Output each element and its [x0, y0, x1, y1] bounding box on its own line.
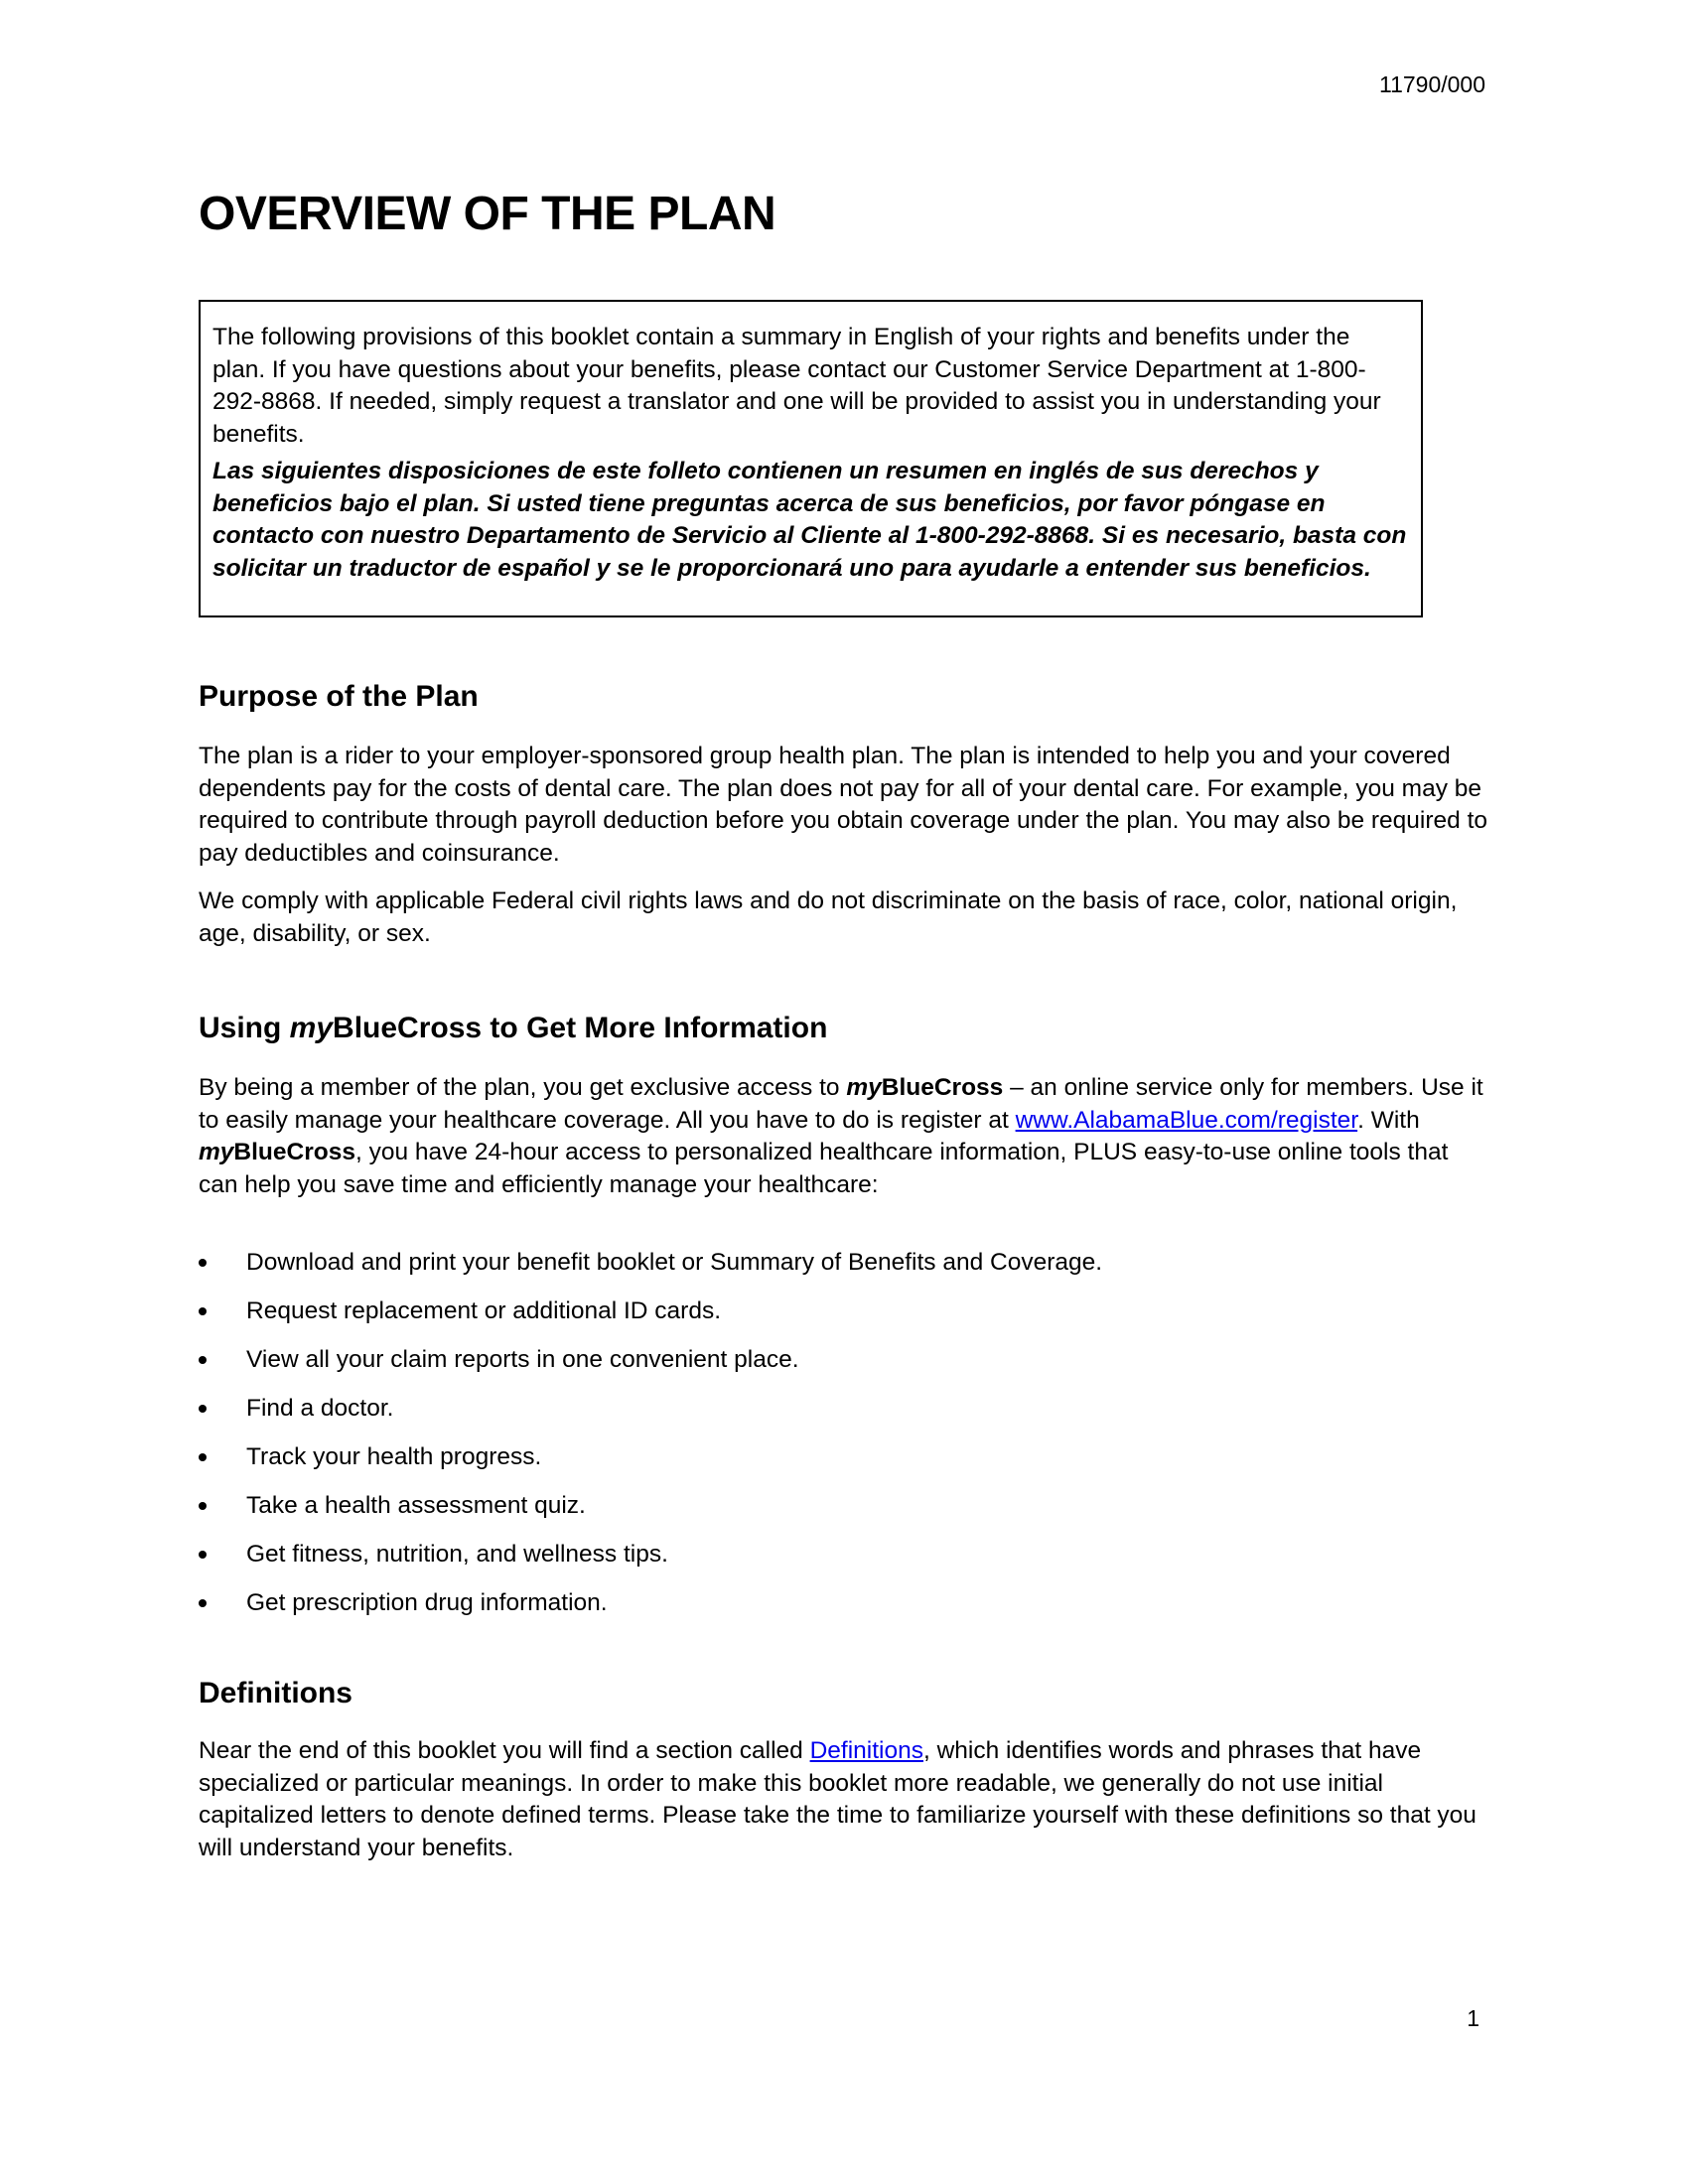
purpose-heading: Purpose of the Plan	[199, 680, 479, 713]
intro-text-1: By being a member of the plan, you get exclusive access to	[199, 1074, 847, 1101]
bullet-icon	[199, 1599, 207, 1607]
bullet-icon	[199, 1405, 207, 1413]
bullet-icon	[199, 1551, 207, 1559]
list-item	[199, 1393, 1102, 1441]
heading-brand-rest: BlueCross	[333, 1012, 483, 1044]
definitions-paragraph	[199, 1735, 1489, 1864]
language-notice-box	[199, 300, 1423, 617]
list-item-text: Get fitness, nutrition, and wellness tips.	[246, 1541, 668, 1568]
purpose-paragraph-2: We comply with applicable Federal civil rights laws and do not discriminate on the basis of race, color, national origin, age, disability, or sex.	[199, 887, 1458, 947]
list-item-text: Find a doctor.	[246, 1395, 394, 1422]
mybluecross-heading	[199, 1013, 827, 1045]
intro-text-3: . With	[1357, 1106, 1420, 1134]
definitions-text-1: Near the end of this booklet you will find a section called	[199, 1737, 810, 1764]
mybluecross-intro	[199, 1072, 1489, 1201]
list-item-text: Track your health progress.	[246, 1443, 542, 1470]
notice-spanish: Las siguientes disposiciones de este folleto contienen un resumen en inglés de sus derechos y beneficios bajo el plan. Si usted tiene preguntas acerca de sus beneficios, por favor póngase en contacto con nuestro Departamento de Servicio al Cliente al 1-800-292-8868. Si es necesario, basta con solicitar un traductor de español y se le proporcionará uno para ayudarle a entender sus beneficios.	[212, 458, 1407, 582]
definitions-link[interactable]: Definitions	[809, 1737, 923, 1764]
brand-my: my	[846, 1074, 882, 1101]
bullet-icon	[199, 1356, 207, 1364]
intro-text-2: – an online service only for members. Use it to easily manage your healthcare coverage. All you have to do is register at	[199, 1074, 1483, 1134]
bullet-icon	[199, 1259, 207, 1267]
list-item-text: Get prescription drug information.	[246, 1589, 608, 1616]
brand-my-2: my	[199, 1139, 234, 1165]
heading-prefix: Using	[199, 1012, 290, 1044]
list-item	[199, 1587, 1102, 1636]
list-item	[199, 1344, 1102, 1393]
bullet-icon	[199, 1307, 207, 1315]
features-list	[199, 1247, 1102, 1636]
bullet-icon	[199, 1453, 207, 1461]
list-item-text: View all your claim reports in one convenient place.	[246, 1346, 799, 1373]
heading-suffix: to Get More Information	[482, 1012, 828, 1044]
document-number: 11790/000	[1378, 71, 1485, 97]
brand-rest-2: BlueCross	[233, 1139, 355, 1165]
bullet-icon	[199, 1502, 207, 1510]
definitions-heading: Definitions	[199, 1677, 352, 1709]
heading-brand-my: my	[289, 1012, 334, 1044]
list-item-text: Take a health assessment quiz.	[246, 1492, 586, 1519]
list-item-text: Request replacement or additional ID cards.	[246, 1297, 722, 1324]
brand-rest: BlueCross	[881, 1074, 1004, 1101]
intro-text-4: , you have 24-hour access to personalized healthcare information, PLUS easy-to-use online tools that can help you save time and efficiently manage your healthcare:	[199, 1139, 1449, 1198]
list-item-text: Download and print your benefit booklet or Summary of Benefits and Coverage.	[246, 1249, 1103, 1276]
list-item	[199, 1490, 1102, 1539]
register-link[interactable]: www.AlabamaBlue.com/register	[1015, 1106, 1358, 1134]
definitions-text-2: , which identifies words and phrases that have specialized or particular meanings. In order to make this booklet more readable, we generally do not use initial capitalized letters to denote defined terms. Please take the time to familiarize yourself with these definitions so that you will understand your benefits.	[199, 1737, 1477, 1861]
page-title: OVERVIEW OF THE PLAN	[199, 188, 776, 240]
list-item	[199, 1247, 1102, 1296]
list-item	[199, 1539, 1102, 1587]
page-number: 1	[1467, 2005, 1479, 2031]
list-item	[199, 1296, 1102, 1344]
notice-english: The following provisions of this booklet contain a summary in English of your rights and benefits under the plan. If you have questions about your benefits, please contact our Customer Service Department at 1-800-292-8868. If needed, simply request a translator and one will be provided to assist you in understanding your benefits.	[212, 324, 1381, 448]
list-item	[199, 1441, 1102, 1490]
purpose-paragraph-1: The plan is a rider to your employer-sponsored group health plan. The plan is intended to help you and your covered dependents pay for the costs of dental care. The plan does not pay for all of your dental care. For example, you may be required to contribute through payroll deduction before you obtain coverage under the plan. You may also be required to pay deductibles and coinsurance.	[199, 743, 1488, 867]
